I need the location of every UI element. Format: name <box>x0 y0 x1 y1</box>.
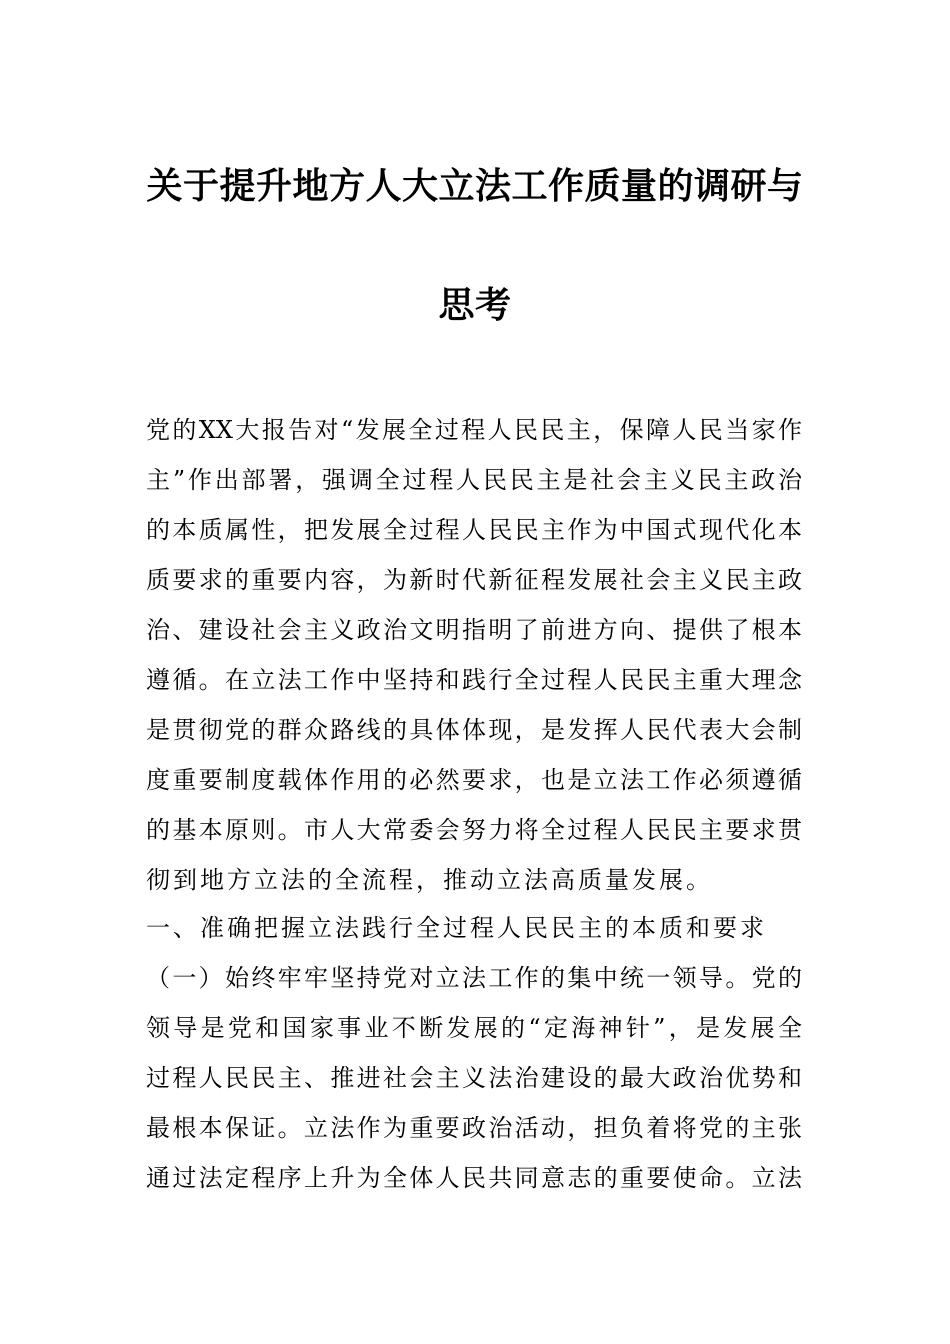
body-line-3: 的本质属性，把发展全过程人民民主作为中国式现代化本 <box>146 516 802 544</box>
body-line-4: 质要求的重要内容，为新时代新征程发展社会主义民主政 <box>146 566 802 594</box>
body-line-15: 最根本保证。立法作为重要政治活动，担负着将党的主张 <box>146 1114 802 1142</box>
body-line-12: （一）始终牢牢坚持党对立法工作的集中统一领导。党的 <box>146 964 802 992</box>
body-line-16: 通过法定程序上升为全体人民共同意志的重要使命。立法 <box>146 1164 802 1192</box>
body-line-2: 主”作出部署，强调全过程人民民主是社会主义民主政治 <box>146 466 802 494</box>
body-line-9: 的基本原则。市人大常委会努力将全过程人民民主要求贯 <box>146 816 802 844</box>
body-line-8: 度重要制度载体作用的必然要求，也是立法工作必须遵循 <box>146 766 802 794</box>
body-line-13: 领导是党和国家事业不断发展的“定海神针”，是发展全 <box>146 1014 802 1042</box>
body-line-1: 党的XX大报告对“发展全过程人民民主，保障人民当家作 <box>146 416 802 444</box>
document-title-line-2: 思考 <box>438 284 512 326</box>
body-line-5: 治、建设社会主义政治文明指明了前进方向、提供了根本 <box>146 616 802 644</box>
body-line-6: 遵循。在立法工作中坚持和践行全过程人民民主重大理念 <box>146 666 802 694</box>
body-line-10: 彻到地方立法的全流程，推动立法高质量发展。 <box>146 866 713 894</box>
body-line-7: 是贯彻党的群众路线的具体体现，是发挥人民代表大会制 <box>146 716 802 744</box>
document-title-line-1: 关于提升地方人大立法工作质量的调研与 <box>146 165 804 207</box>
body-line-14: 过程人民民主、推进社会主义法治建设的最大政治优势和 <box>146 1064 802 1092</box>
section-heading-1: 一、准确把握立法践行全过程人民民主的本质和要求 <box>146 914 767 942</box>
